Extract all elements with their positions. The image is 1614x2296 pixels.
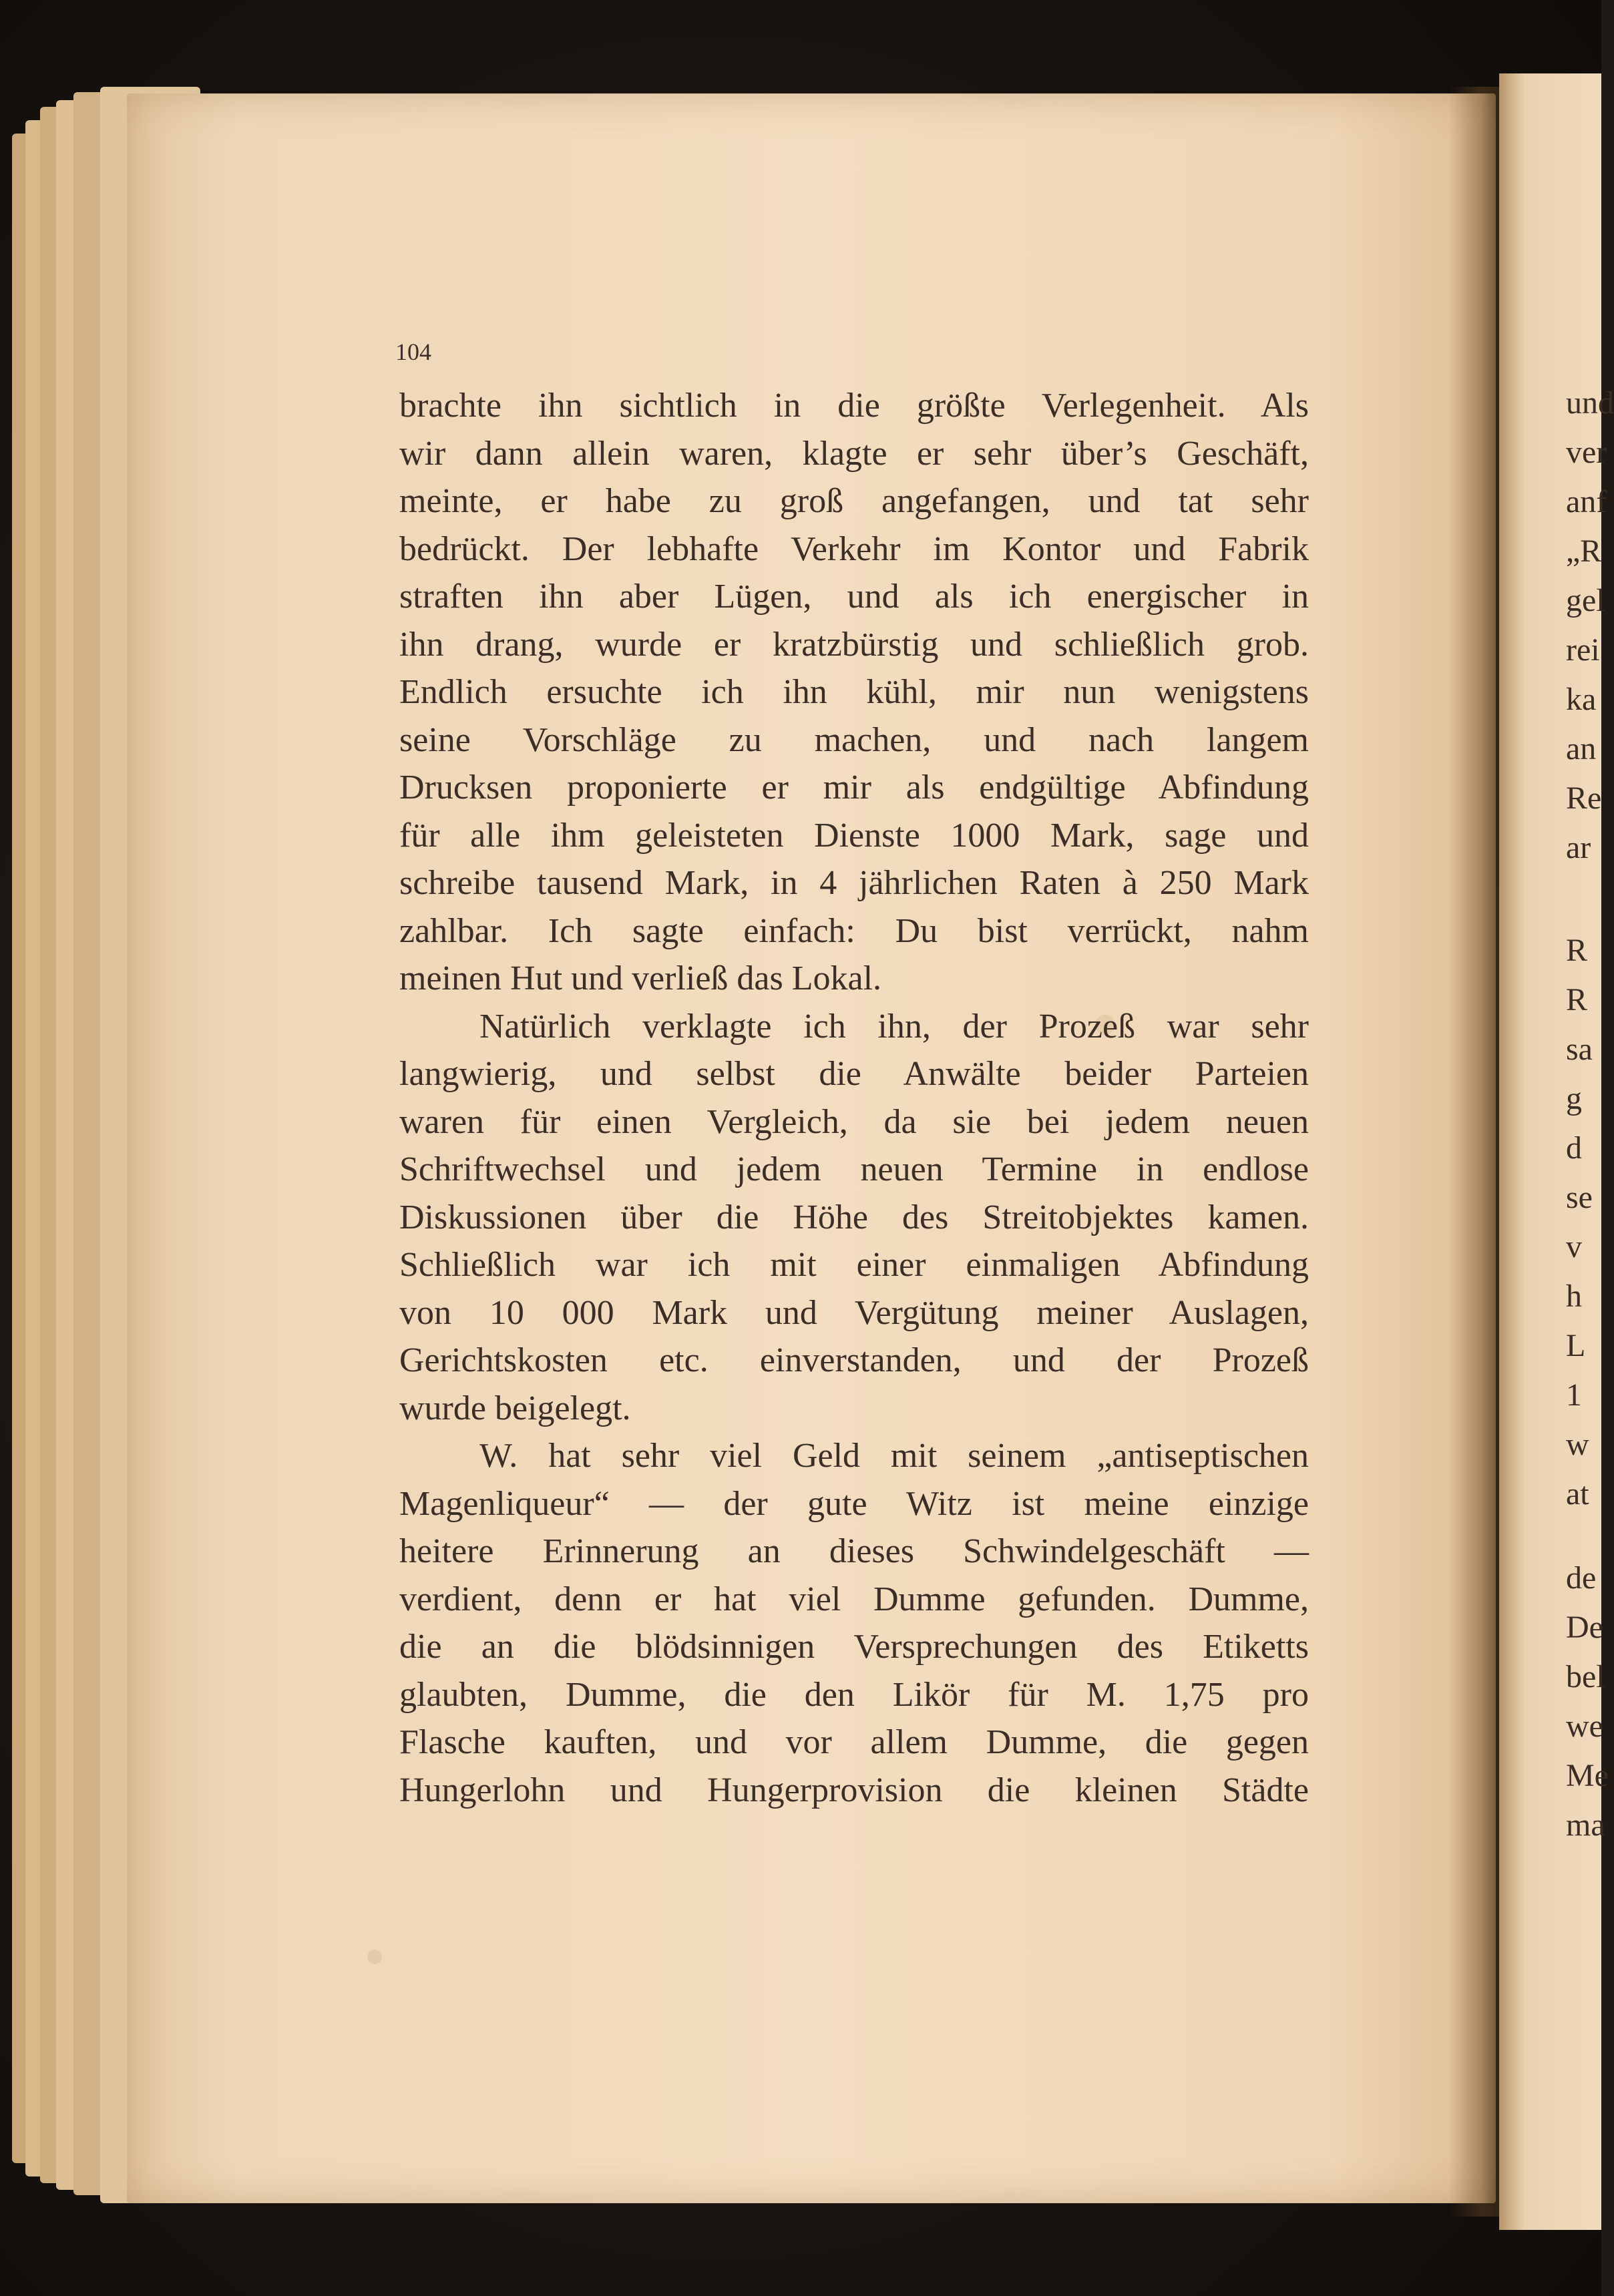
facing-page-fragment: d <box>1566 1130 1582 1166</box>
facing-page-fragment: De <box>1566 1610 1603 1645</box>
text-line: für alle ihm geleisteten Dienste 1000 Mark, sage und <box>399 816 1309 855</box>
facing-page-fragment: sa <box>1566 1031 1593 1067</box>
text-line: ihn drang, wurde er kratzbürstig und schließlich grob. <box>399 625 1309 664</box>
facing-page-fragment: ar <box>1566 830 1591 865</box>
text-line: Flasche kauften, und vor allem Dumme, die gegen <box>399 1723 1309 1761</box>
facing-page-fragment: we <box>1566 1708 1603 1744</box>
paragraph <box>399 1432 1309 1814</box>
text-line: meinte, er habe zu groß angefangen, und tat sehr <box>399 482 1309 520</box>
facing-page-fragment: ma <box>1566 1807 1605 1843</box>
facing-page-fragment: anf <box>1566 484 1607 519</box>
text-line: die an die blödsinnigen Versprechungen des Etiketts <box>399 1628 1309 1666</box>
text-line: Drucksen proponierte er mir als endgültige Abfindung <box>399 768 1309 807</box>
paper-stain <box>367 1949 382 1964</box>
text-line: W. hat sehr viel Geld mit seinem „antiseptischen <box>479 1437 1309 1475</box>
text-line: waren für einen Vergleich, da sie bei jedem neuen <box>399 1102 1309 1141</box>
facing-page-fragment: at <box>1566 1476 1589 1512</box>
facing-page-fragment: R <box>1566 982 1588 1017</box>
text-line: wurde beigelegt. <box>399 1389 631 1427</box>
facing-page-fragment: L <box>1566 1328 1586 1363</box>
text-line: meinen Hut und verließ das Lokal. <box>399 959 882 997</box>
facing-page-fragment: Me <box>1566 1758 1609 1793</box>
text-line: Endlich ersuchte ich ihn kühl, mir nun wenigstens <box>399 673 1309 711</box>
facing-page-fragment: v <box>1566 1229 1582 1265</box>
text-line: zahlbar. Ich sagte einfach: Du bist verrückt, nahm <box>399 911 1309 950</box>
facing-page-fragment: w <box>1566 1427 1589 1462</box>
facing-page-fragment: R <box>1566 933 1588 968</box>
facing-page-fragment: 1 <box>1566 1377 1582 1413</box>
facing-page-fragment: bel <box>1566 1659 1605 1694</box>
text-line: Diskussionen über die Höhe des Streitobjektes kamen. <box>399 1198 1309 1236</box>
body-text <box>399 382 1309 1814</box>
paragraph <box>399 382 1309 1003</box>
text-line: Magenliqueur“ — der gute Witz ist meine einzige <box>399 1484 1309 1523</box>
facing-page-fragment: „R <box>1566 533 1602 569</box>
facing-page-fragment: ver <box>1566 435 1607 470</box>
facing-page-fragment: rei <box>1566 632 1600 668</box>
text-line: schreibe tausend Mark, in 4 jährlichen Raten à 250 Mark <box>399 864 1309 902</box>
facing-page-fragment: g <box>1566 1081 1582 1116</box>
facing-page <box>1499 73 1614 2230</box>
text-line: Gerichtskosten etc. einverstanden, und der Prozeß <box>399 1341 1309 1379</box>
spine-gutter-shadow <box>1449 87 1502 2217</box>
text-line: Natürlich verklagte ich ihn, der Prozeß war sehr <box>479 1007 1309 1046</box>
text-line: heitere Erinnerung an dieses Schwindelgeschäft — <box>399 1532 1309 1570</box>
facing-page-fragment: de <box>1566 1560 1597 1596</box>
facing-page-fragment: Re <box>1566 780 1602 816</box>
facing-page-fragment: h <box>1566 1279 1582 1314</box>
paragraph <box>399 1003 1309 1433</box>
text-line: Hungerlohn und Hungerprovision die kleinen Städte <box>399 1771 1309 1809</box>
text-line: bedrückt. Der lebhafte Verkehr im Kontor und Fabrik <box>399 529 1309 568</box>
facing-page-fragment: se <box>1566 1180 1593 1215</box>
text-line: verdient, denn er hat viel Dumme gefunden. Dumme, <box>399 1580 1309 1618</box>
text-line: langwierig, und selbst die Anwälte beider Parteien <box>399 1055 1309 1093</box>
text-line: wir dann allein waren, klagte er sehr über’s Geschäft, <box>399 434 1309 473</box>
text-line: straften ihn aber Lügen, und als ich energischer in <box>399 578 1309 616</box>
facing-page-fragment: und <box>1566 385 1614 421</box>
page-number: 104 <box>395 338 431 365</box>
text-line: glaubten, Dumme, die den Likör für M. 1,75 pro <box>399 1675 1309 1714</box>
facing-page-fragment: gel <box>1566 583 1605 618</box>
facing-page-fragment: an <box>1566 731 1597 766</box>
text-line: von 10 000 Mark und Vergütung meiner Auslagen, <box>399 1293 1309 1332</box>
text-line: Schriftwechsel und jedem neuen Termine in endlose <box>399 1150 1309 1188</box>
text-line: seine Vorschläge zu machen, und nach langem <box>399 720 1309 759</box>
text-line: Schließlich war ich mit einer einmaligen Abfindung <box>399 1246 1309 1284</box>
facing-page-fragment: ka <box>1566 682 1597 717</box>
text-line: brachte ihn sichtlich in die größte Verlegenheit. Als <box>399 387 1309 425</box>
